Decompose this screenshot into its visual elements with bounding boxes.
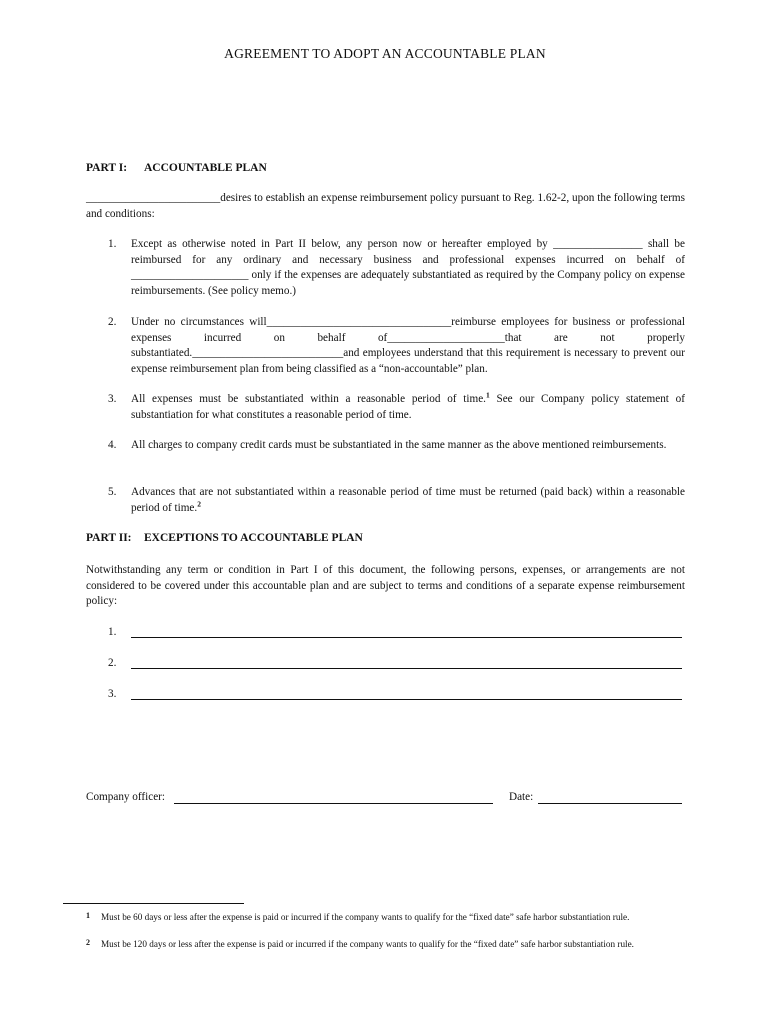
footnote-1 (86, 911, 686, 923)
part1-number: PART I: (86, 162, 128, 174)
item-text: Except as otherwise noted in Part II below, any person now or hereafter employed by ________________ shall be reimbursed for any ordinary and necessary business and professional expenses incurred on behalf of _____________________ only if the expenses are adequately substantiated as required by the Company policy on expense reimbursements. (See policy memo.) (131, 238, 685, 297)
footnote-2 (86, 938, 686, 950)
footnote-text: Must be 60 days or less after the expense is paid or incurred if the company wants to qualify for the “fixed date” safe harbor substantiation rule. (101, 912, 630, 922)
footnote-text: Must be 120 days or less after the expense is paid or incurred if the company wants to qualify for the “fixed date” safe harbor substantiation rule. (101, 939, 634, 949)
company-officer-line[interactable] (174, 803, 493, 804)
exception-line-3[interactable] (131, 699, 682, 700)
part2-heading (86, 531, 363, 547)
footnote-number: 1 (86, 911, 90, 920)
exception-line-2[interactable] (131, 668, 682, 669)
item-number: 5. (108, 486, 117, 498)
footnote-ref-1: 1 (485, 390, 490, 400)
item-text (131, 392, 685, 423)
part2-title: EXCEPTIONS TO ACCOUNTABLE PLAN (144, 532, 363, 544)
part1-intro: ________________________desires to establish an expense reimbursement policy pursuant to Reg. 1.62-2, upon the following terms and conditions: (86, 192, 685, 220)
part1-item-5 (108, 485, 685, 516)
item-text-main: All expenses must be substantiated within a reasonable period of time. (131, 393, 486, 405)
item-number: 3. (108, 393, 117, 405)
part1-item-1 (108, 237, 685, 299)
item-text (131, 485, 685, 516)
part2-intro: Notwithstanding any term or condition in Part I of this document, the following persons, expenses, or arrangements are not considered to be covered under this accountable plan and are subject to terms and conditions of a separate expense reimbursement policy: (86, 564, 685, 607)
item-text-main: Advances that are not substantiated within a reasonable period of time must be returned (paid back) within a reasonable period of time. (131, 486, 685, 514)
company-officer-label: Company officer: (86, 791, 166, 803)
item-number: 1. (108, 626, 117, 638)
item-number: 3. (108, 688, 117, 700)
item-text: Under no circumstances will_________________________________reimburse employees for business or professional expenses incurred on behalf of_____________________that are not properly substantiated.___________________________and employees understand that this requirement is necessary to prevent our expense reimbursement plan from being classified as a “non-accountable” plan. (131, 316, 685, 375)
footnote-ref-2: 2 (197, 498, 201, 508)
exception-line-1[interactable] (131, 637, 682, 638)
footnote-rule (63, 903, 244, 904)
item-text-rest: See our Company policy statement of substantiation for what constitutes a reasonable period of time. (131, 393, 685, 421)
part1-item-2 (108, 315, 685, 377)
part1-title: ACCOUNTABLE PLAN (144, 162, 267, 174)
item-number: 2. (108, 316, 117, 328)
part2-number: PART II: (86, 532, 132, 544)
date-line[interactable] (538, 803, 682, 804)
item-number: 2. (108, 657, 117, 669)
item-text: All charges to company credit cards must be substantiated in the same manner as the above mentioned reimbursements. (131, 439, 667, 451)
part1-item-3 (108, 392, 685, 423)
part1-heading (86, 161, 267, 177)
footnote-number: 2 (86, 938, 90, 947)
item-number: 1. (108, 238, 117, 250)
date-label: Date: (509, 791, 534, 803)
item-number: 4. (108, 439, 117, 451)
document-title: AGREEMENT TO ADOPT AN ACCOUNTABLE PLAN (224, 46, 546, 61)
part1-item-4 (108, 438, 685, 454)
